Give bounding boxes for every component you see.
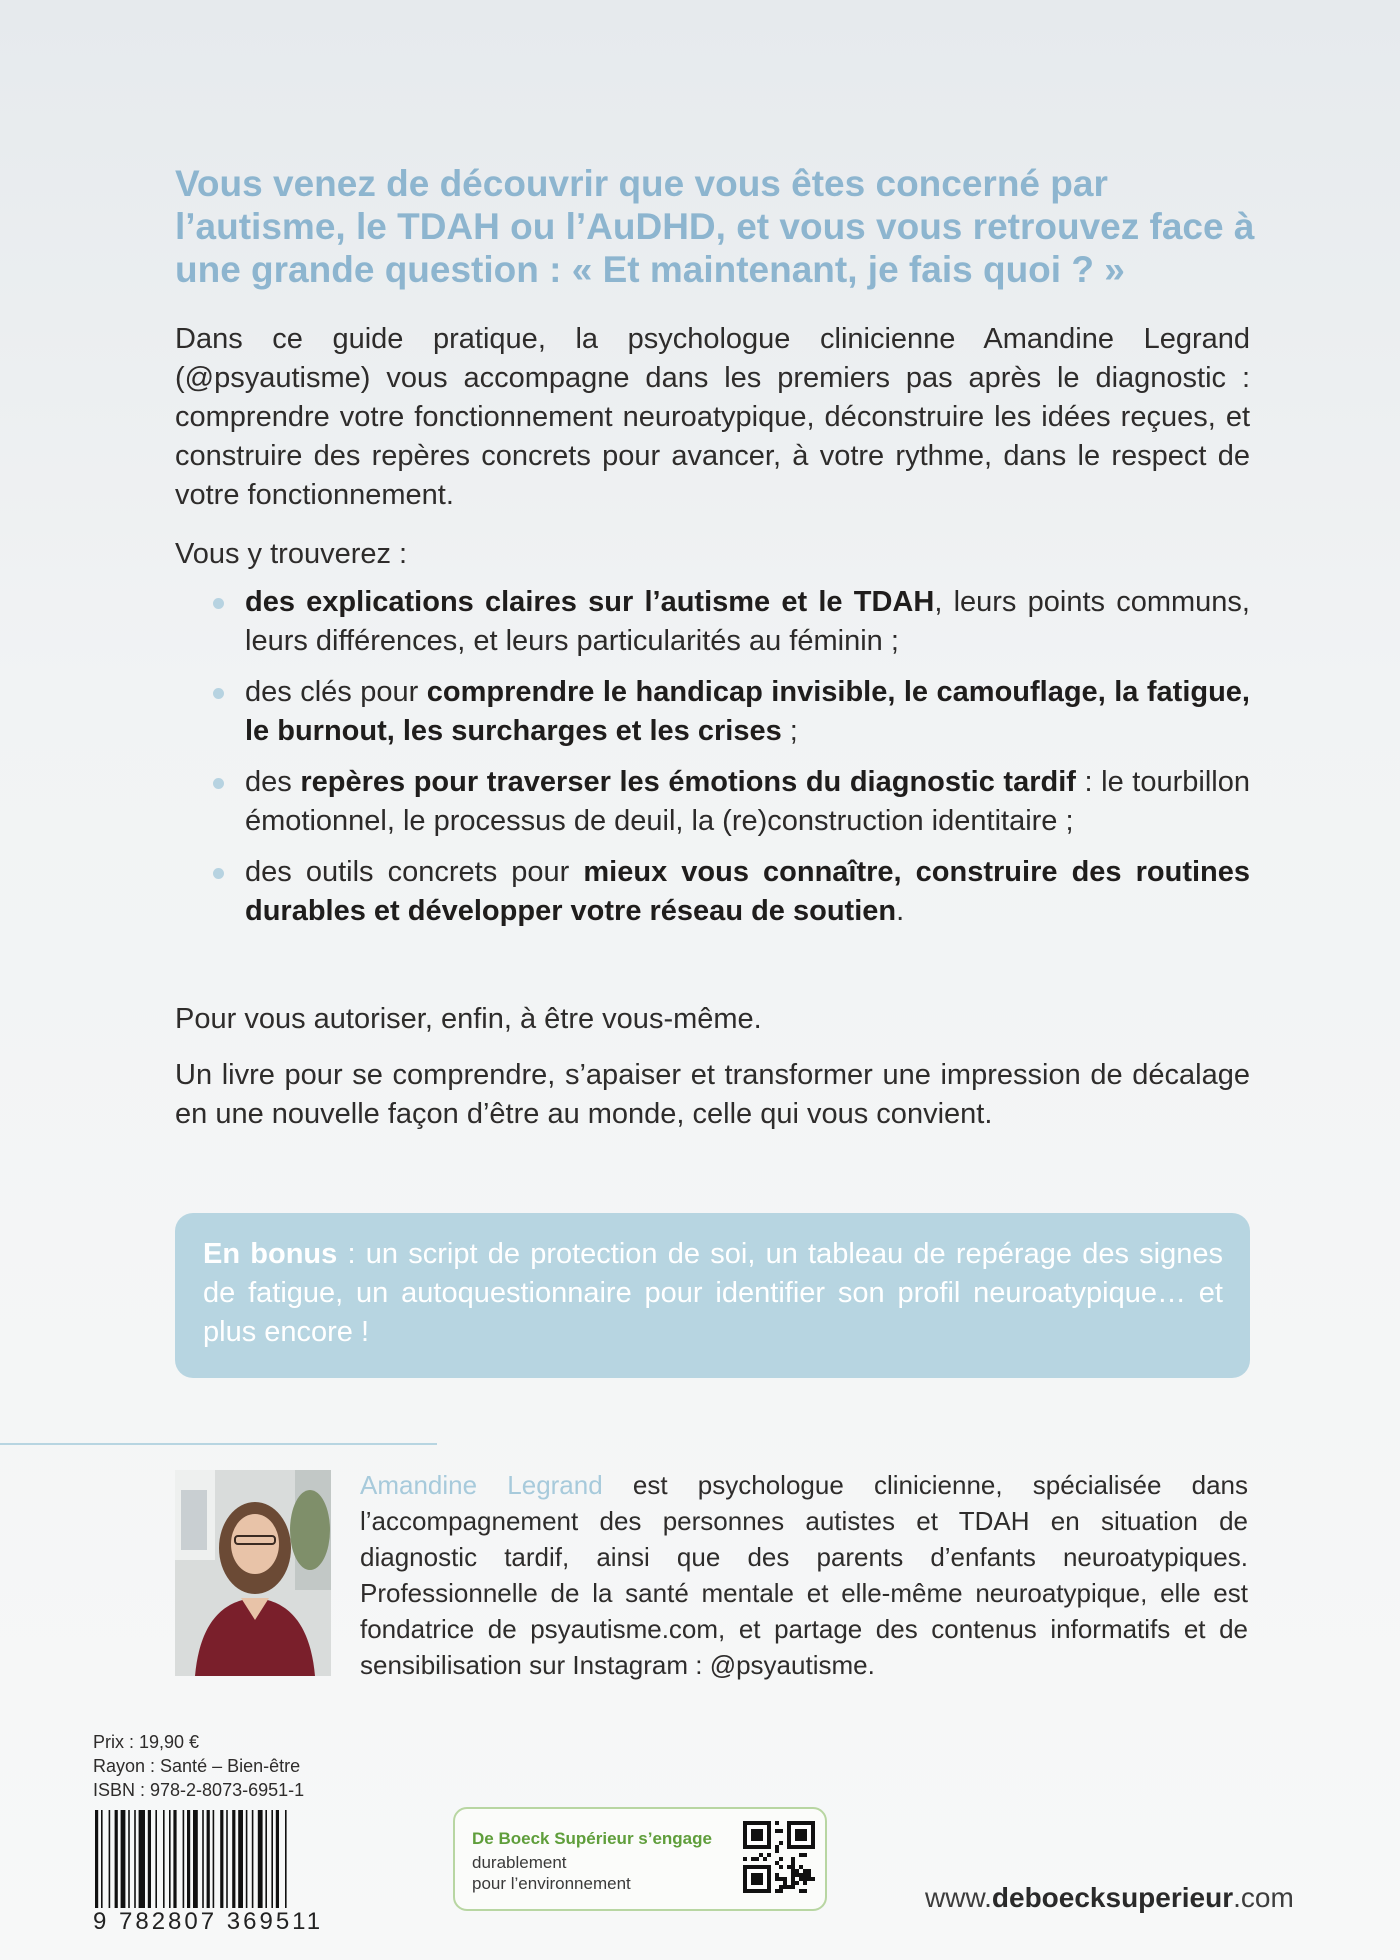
engage-line-1: durablement — [472, 1853, 567, 1872]
bullet-text: des — [245, 766, 301, 798]
bonus-box — [175, 1213, 1250, 1378]
cover-headline: Vous venez de découvrir que vous êtes concerné par l’autisme, le TDAH ou l’AuDHD, et vous vous retrouvez face à une grande question : « Et maintenant, je fais quoi ? » — [175, 163, 1255, 290]
section-divider — [0, 1443, 437, 1445]
bullet-bold-text: mieux vous connaître, construire des routines durables et développer votre réseau de soutien — [245, 856, 1251, 927]
bonus-description: : un script de protection de soi, un tableau de repérage des signes de fatigue, un autoquestionnaire pour identifier son profil neuroatypique… et plus encore ! — [203, 1238, 1223, 1348]
publisher-website[interactable] — [925, 1882, 1294, 1914]
engage-title: De Boeck Supérieur s’engage — [472, 1829, 712, 1848]
bullet-bold-text: comprendre le handicap invisible, le camouflage, la fatigue, le burnout, les surcharges et les crises — [245, 676, 1250, 747]
bullet-bold-text: des explications claires sur l’autisme et le TDAH — [245, 586, 935, 618]
price-block — [93, 1730, 304, 1802]
feature-list — [205, 583, 1250, 943]
list-lead: Vous y trouverez : — [175, 538, 408, 570]
bullet-dot-icon — [213, 778, 224, 789]
website-prefix: www. — [925, 1882, 992, 1913]
engage-line-2: pour l’environnement — [472, 1874, 631, 1893]
list-item — [205, 673, 1250, 751]
author-bio-text: est psychologue clinicienne, spécialisée dans l’accompagnement des personnes autistes et TDAH en situation de diagnostic tardif, ainsi que des parents d’enfants neuroatypiques. Professionnelle de la santé mentale et elle-même neuroatypique, elle est fondatrice de psyautisme.com, et partage des contenus informatifs et de sensibilisation sur Instagram : @psyautisme. — [360, 1470, 1249, 1680]
qr-code-icon — [743, 1821, 815, 1893]
website-brand: deboecksuperieur — [991, 1882, 1234, 1913]
bullet-dot-icon — [213, 868, 224, 879]
bonus-text — [203, 1235, 1223, 1352]
list-item — [205, 583, 1250, 661]
eco-commitment-badge — [453, 1807, 827, 1911]
bullet-dot-icon — [213, 598, 224, 609]
bullet-text: . — [896, 895, 905, 927]
closing-paragraph: Un livre pour se comprendre, s’apaiser et transformer une impression de décalage en une nouvelle façon d’être au monde, celle qui vous convient. — [175, 1059, 1250, 1130]
bullet-text: des clés pour — [245, 676, 427, 708]
rayon: Rayon : Santé – Bien-être — [93, 1756, 301, 1776]
bullet-text: ; — [781, 715, 798, 747]
isbn: ISBN : 978-2-8073-6951-1 — [93, 1780, 305, 1800]
website-suffix: .com — [1233, 1882, 1294, 1913]
author-photo — [175, 1470, 331, 1676]
bonus-label: En bonus — [203, 1238, 338, 1270]
price: Prix : 19,90 € — [93, 1732, 200, 1752]
intro-paragraph: Dans ce guide pratique, la psychologue clinicienne Amandine Legrand (@psyautisme) vous accompagne dans les premiers pas après le diagnostic : comprendre votre fonctionnement neuroatypique, déconstruire les idées reçues, et construire des repères concrets pour avancer, à votre rythme, dans le respect de votre fonctionnement. — [175, 323, 1250, 511]
list-item — [205, 763, 1250, 841]
barcode-digits: 9 782807 369511 — [93, 1908, 324, 1935]
bullet-text: , leurs points communs, leurs différences, et leurs particularités au féminin ; — [245, 586, 1250, 657]
bullet-dot-icon — [213, 688, 224, 699]
list-item — [205, 853, 1250, 931]
bullet-bold-text: repères pour traverser les émotions du diagnostic tardif — [300, 766, 1076, 798]
bullet-text: : le tourbillon émotionnel, le processus de deuil, la (re)construction identitaire ; — [245, 766, 1250, 837]
closing-line: Pour vous autoriser, enfin, à être vous-même. — [175, 1003, 762, 1035]
bullet-text: des outils concrets pour — [245, 856, 584, 888]
barcode-icon — [93, 1810, 353, 1908]
author-bio — [360, 1467, 1248, 1683]
author-name: Amandine Legrand — [360, 1470, 603, 1500]
